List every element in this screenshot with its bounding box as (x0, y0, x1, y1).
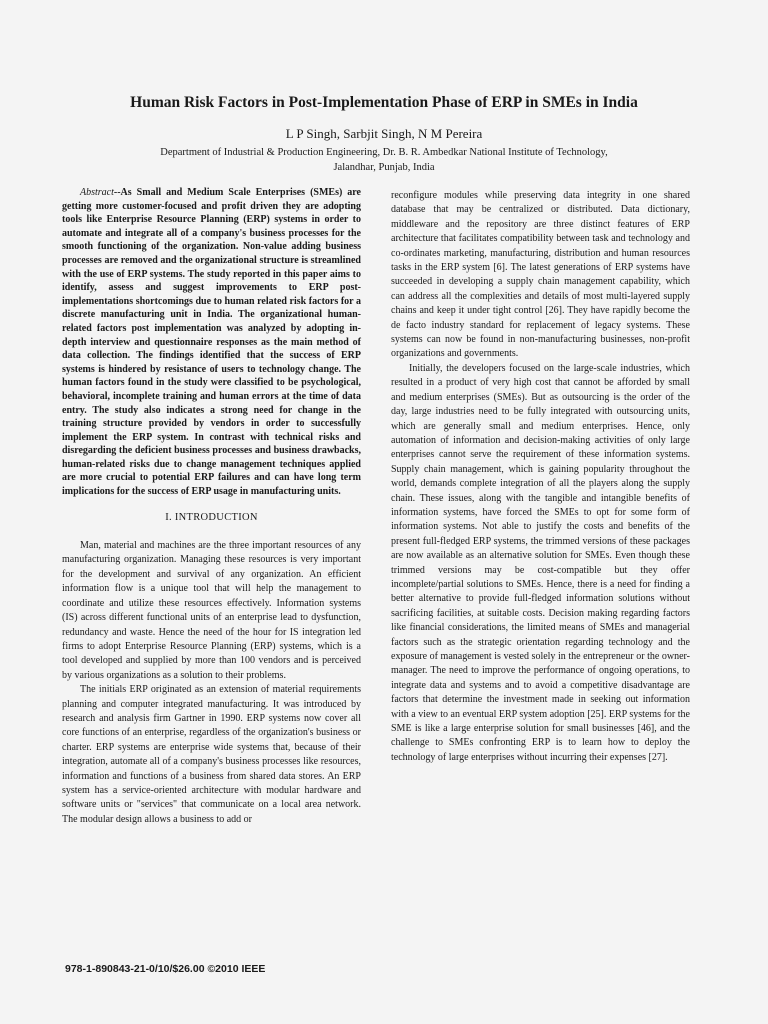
intro-paragraph-2-continued: reconfigure modules while preserving data integrity in one shared database that may be centralized or distributed. Data dictionary, middleware and the repository are three distinct features of ERP architecture that facilitates compatibility between task and technology and co-ordinates marketing, manufacturing, distribution and human resources tasks in the ERP system [6]. The latest generations of ERP systems have succeeded in developing a supply chain management capability, which can address all the complexities and details of most multi-layered supply chains and keep it under tight control [26]. They have rapidly become the de facto industry standard for replacement of legacy systems. These systems can now be found in non-manufacturing businesses, non-profit organizations and governments. (391, 190, 690, 360)
intro-paragraph-2: The initials ERP originated as an extension of material requirements planning and computer integrated manufacturing. It was introduced by research and analysis firm Gartner in 1990. ERP systems now cover all core functions of an enterprise, regardless of the organization's business or charter. ERP systems are enterprise wide systems that, because of their integration, automate all of a company's business processes like resources, information and functions of a business from shared data stores. An ERP system has a service-oriented architecture with modular hardware and software units or "services" that communicate on a local area network. The modular design allows a business to add or (62, 684, 361, 825)
left-column (62, 186, 361, 827)
paper-title: Human Risk Factors in Post-Implementation Phase of ERP in SMEs in India (130, 94, 638, 111)
intro-paragraph-3: Initially, the developers focused on the large-scale industries, which resulted in a product of very high cost that cannot be afforded by small and medium enterprises (SMEs). But as outsourcing is the order of the day, large industries need to be fully integrated with outsourcing units, which are generally small and medium enterprises. Hence, only automation of information and decision-making activities of only large enterprises cannot serve the requirement of these information systems. Supply chain management, which is gaining popularity throughout the world, demands complete integration of all the players along the supply chain. These issues, along with the tangible and intangible benefits of information systems, have forced the SMEs to opt for some form of information systems. Not able to justify the costs and benefits of the present full-fledged ERP systems, the trimmed versions of these packages are now available as an alternative solution for SMEs. Even though these trimmed versions may be cost-compatible but they offer incomplete/partial solutions to SMEs. Hence, there is a need for finding a better alternative to provide full-fledged information solutions without sacrificing facilities, at suitable costs. Decision making regarding factors like financial considerations, the limited means of SMEs and managerial factors such as the strategic orientation regarding technology and the exposure of management is vested solely in the entrepreneur or the owner-manager. The need to improve the performance of ongoing operations, to integrate data and systems and to avoid a competitive disadvantage are factors that determine the investment made in seeking out information with a view to an eventual ERP system adoption [25]. ERP systems for the SME is like a large enterprise solution for small businesses [46], and the challenge to SMEs confronting ERP is to learn how to deploy the technology of large enterprises without incurring their expenses [27]. (391, 362, 690, 763)
paper-authors: L P Singh, Sarbjit Singh, N M Pereira (285, 126, 483, 141)
author-affiliation (90, 145, 678, 175)
abstract-label: Abstract (80, 187, 114, 198)
section-heading-introduction: I. INTRODUCTION (165, 511, 258, 523)
affiliation-line-1: Department of Industrial & Production Engineering, Dr. B. R. Ambedkar National Institute of Technology, (160, 147, 608, 158)
affiliation-line-2: Jalandhar, Punjab, India (333, 162, 435, 173)
right-column (391, 189, 690, 765)
abstract (62, 186, 361, 499)
abstract-text: --As Small and Medium Scale Enterprises (SMEs) are getting more customer-focused and profit driven they are adopting tools like Enterprise Resource Planning (ERP) systems in order to automate and integrate all of a company's business processes for the smooth functioning of the organization. Non-value adding business processes are removed and the organizational structure is streamlined with the use of ERP systems. The study reported in this paper aims to identify, assess and suggest improvements to ERP post-implementations shortcomings due to human related risk factors for a discrete manufacturing unit in India. The organizational human-related factors post implementation was analyzed by adopting in-depth interview and questionnaire responses as the main method of data collection. The findings identified that the success of ERP systems is hindered by resistance of users to technology change. The human factors found in the study were classified to be psychological, behavioral, incomplete training and human errors at the time of data entry. The study also indicates a strong need for change in the training structure provided by vendors in order to successfully implement the ERP system. In contrast with technical risks and disregarding the deficient business processes and business drawbacks, human-related risks due to change management techniques applied are more crucial to potential ERP failures and can have long term implications for the success of ERP usage in manufacturing units. (62, 187, 361, 498)
copyright-footer: 978-1-890843-21-0/10/$26.00 ©2010 IEEE (65, 963, 266, 975)
intro-paragraph-1: Man, material and machines are the three important resources of any manufacturing organization. Managing these resources is very important for the development and survival of any organization. An efficient information flow is a unique tool that will help the management to coordinate and utilize these resources effectively. Information systems (IS) across different functional units of an enterprise lead to dysfunction, redundancy and waste. Hence the need of the hour for IS integration led firms to adopt Enterprise Resource Planning (ERP) systems, which is a tool developed and supplied by more than 100 vendors and is perceived by various organizations as a solution to their problems. (62, 540, 361, 681)
